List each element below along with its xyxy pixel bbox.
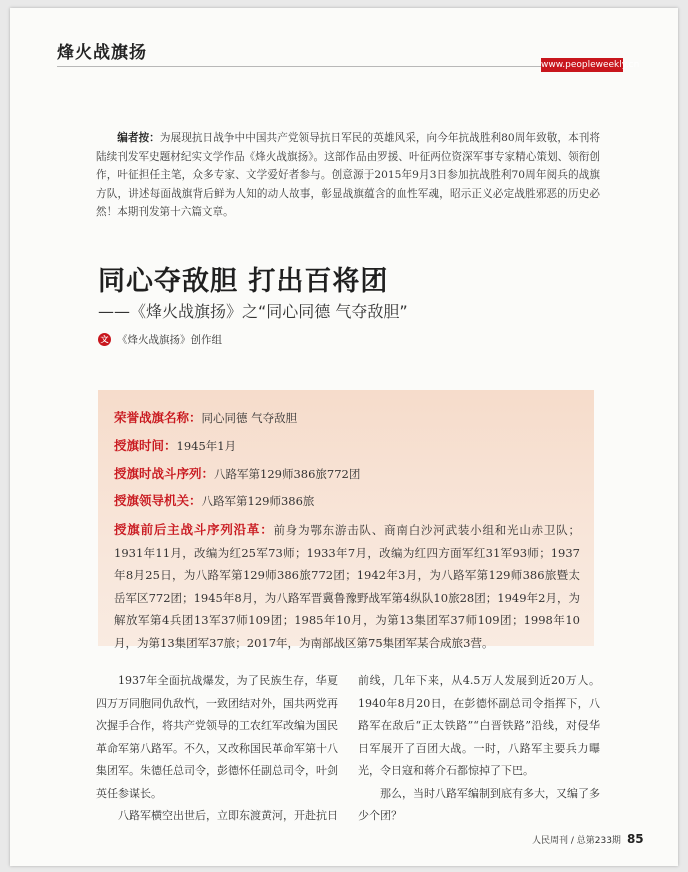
info-organ	[114, 491, 314, 509]
flag-info-box	[98, 390, 594, 650]
info-time	[114, 436, 236, 454]
header-divider	[57, 66, 541, 67]
page-footer	[532, 832, 644, 846]
article-title: 同心夺敌胆 打出百将团	[98, 266, 389, 297]
byline-icon: 文	[98, 333, 111, 346]
info-honor	[114, 408, 297, 426]
info-time-value: 1945年1月	[176, 439, 237, 453]
editor-note	[96, 129, 600, 222]
info-honor-value: 同心同德 气夺敌胆	[201, 411, 298, 425]
info-time-label: 授旗时间：	[114, 438, 177, 453]
info-history-value: 前身为鄂东游击队、商南白沙河武装小组和光山赤卫队；1931年11月，改编为红25军73师；1933年7月，改编为红四方面军红31军93师；1937年8月25日，为八路军第129师386旅772团；1942年3月，为八路军第129师386旅暨太岳军区772团；1945年8月，为八路军晋冀鲁豫野战军第4纵队10旅28团；1949年2月，为解放军第4兵团13军37师109团；1985年10月，为第13集团军37师109团；1998年10月，为第13集团军37旅；2017年，为南部战区第75集团军某合成旅3营。	[114, 523, 580, 650]
info-sequence	[114, 464, 360, 482]
body-paragraph: 那么，当时八路军编制到底有多大，又编了多少个团？	[358, 786, 600, 822]
page-number: 85	[626, 832, 644, 846]
info-honor-label: 荣誉战旗名称：	[114, 410, 202, 425]
editor-note-label: 编者按：	[117, 132, 160, 144]
footer-publication: 人民周刊 / 总第233期	[532, 836, 621, 846]
info-organ-value: 八路军第129师386旅	[201, 494, 315, 508]
byline-text: 《烽火战旗扬》创作组	[117, 333, 222, 346]
info-sequence-label: 授旗时战斗序列：	[114, 466, 215, 481]
body-paragraph: 1937年全面抗战爆发，为了民族生存，华夏四万万同胞同仇敌忾，一致团结对外，国共两党再次握手合作，将共产党领导的工农红军改编为国民革命军第八路军。不久，又改称国民革命军第十八集团军。朱德任总司令，彭德怀任副总司令，叶剑英任参谋长。	[96, 674, 338, 800]
body-paragraph: 八路军横空出世后，立即东渡黄河，开赴抗日	[118, 809, 338, 822]
info-organ-label: 授旗领导机关：	[114, 493, 202, 508]
site-url-badge: www.peopleweekly.cn	[541, 60, 640, 70]
info-history	[114, 519, 580, 654]
info-sequence-value: 八路军第129师386旅772团	[214, 467, 361, 481]
info-history-label: 授旗前后主战斗序列沿革：	[114, 522, 274, 537]
body-column-right	[358, 670, 600, 828]
body-column-left	[96, 670, 338, 828]
editor-note-text: 为展现抗日战争中中国共产党领导抗日军民的英雄风采，向今年抗战胜利80周年致敬，本刊将陆续刊发军史题材纪实文学作品《烽火战旗扬》。这部作品由罗援、叶征两位资深军事专家精心策划、领衔创作，叶征担任主笔，众多专家、文学爱好者参与。创意源于2015年9月3日参加抗战胜利70周年阅兵的战旗方队，讲述每面战旗背后鲜为人知的动人故事，彰显战旗蕴含的血性军魂，昭示正义必定战胜邪恶的历史必然！本期刊发第十六篇文章。	[96, 132, 600, 218]
body-paragraph: 前线，几年下来，从4.5万人发展到近20万人。1940年8月20日，在彭德怀副总司令指挥下，八路军在敌后“正太铁路”“白晋铁路”沿线，对侵华日军展开了百团大战。一时，八路军主要兵力曝光，令日寇和蒋介石都惊掉了下巴。	[358, 674, 600, 777]
byline	[98, 331, 222, 347]
article-subtitle: ——《烽火战旗扬》之“同心同德 气夺敌胆”	[98, 302, 408, 321]
column-title: 烽火战旗扬	[57, 43, 147, 63]
